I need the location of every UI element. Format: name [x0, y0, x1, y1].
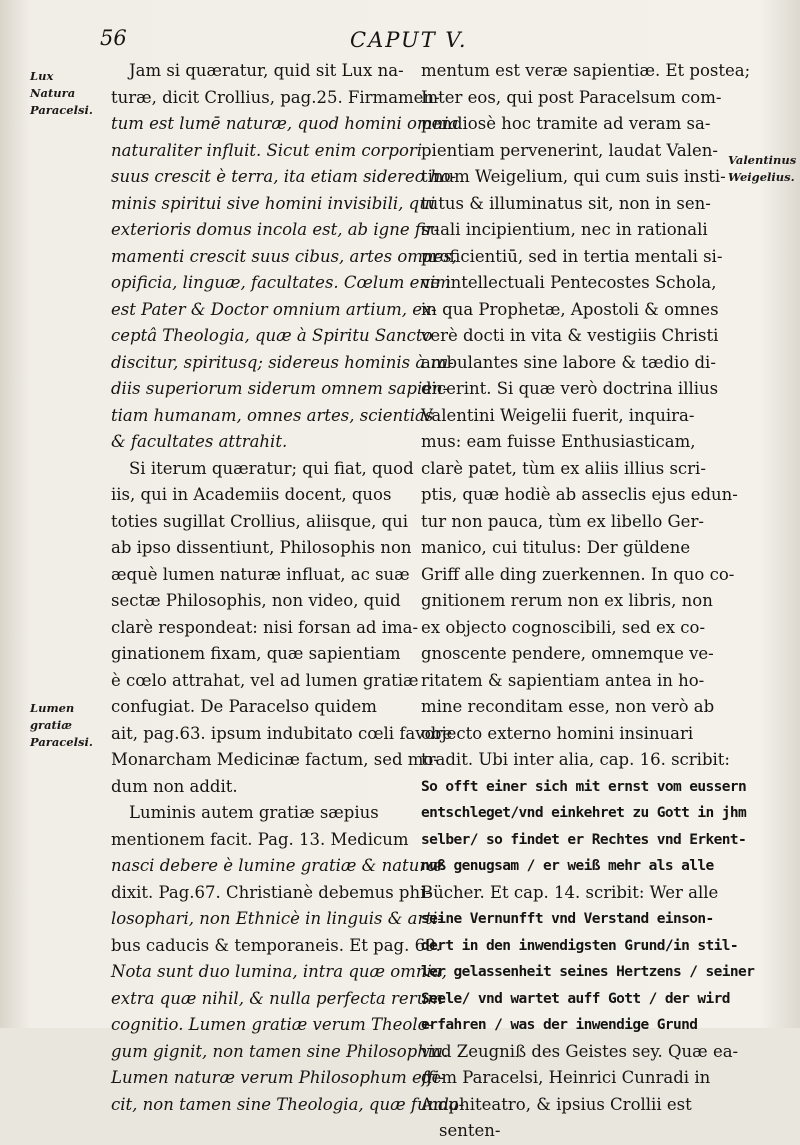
margin-note-lumen-gratiae: Lumen gratiæ Paracelsi. — [30, 701, 93, 749]
left-column-text-line: è cœlo attrahat, vel ad lumen gratiæ — [111, 670, 419, 690]
right-column-text-line: Inter eos, qui post Paracelsum com- — [421, 87, 722, 107]
left-column-text-line: cit, non tamen sine Theologia, quæ funda- — [111, 1094, 465, 1114]
left-column-text-line: Nota sunt duo lumina, intra quæ omnia, — [111, 962, 447, 981]
right-column-text-line: ritatem & sapientiam antea in ho- — [421, 670, 705, 690]
right-column-text-line: clarè patet, tùm ex aliis illius scri- — [421, 458, 706, 478]
right-column-text-line: ler gelassenheit seines Hertzens / seiner — [421, 964, 755, 980]
left-column-text-line: iis, qui in Academiis docent, quos — [111, 485, 392, 504]
running-head: CAPUT V. — [350, 28, 468, 52]
right-column-text-line: tradit. Ubi inter alia, cap. 16. scribit: — [421, 750, 730, 769]
left-column-text-line: dixit. Pag.67. Christianè debemus phi- — [111, 882, 431, 902]
right-column-text-line: ptis, quæ hodiè ab asseclis ejus edun- — [421, 485, 738, 504]
right-column-text-line: dicerint. Si quæ verò doctrina illius — [421, 379, 719, 398]
left-column-text-line: losophari, non Ethnicè in linguis & arti- — [111, 909, 443, 928]
right-column-text-line: dert in den inwendigsten Grund/in stil- — [421, 937, 739, 954]
right-column-text-line: gnitionem rerum non ex libris, non — [421, 591, 713, 610]
left-column-text-line: ginationem fixam, quæ sapientiam — [111, 644, 401, 663]
right-column-text-line: Seele/ vnd wartet auff Gott / der wird — [421, 990, 730, 1007]
left-column-text-line: est Pater & Doctor omnium artium, ex- — [111, 299, 437, 319]
right-column-text-line: ve intellectuali Pentecostes Schola, — [421, 273, 717, 292]
right-column-text-line: Valentini Weigelii fuerit, inquira- — [421, 405, 695, 425]
left-column-text-line: minis spiritui sive homini invisibili, qui — [111, 193, 436, 213]
left-column-text-line: Si iterum quæratur; qui fiat, quod — [129, 458, 414, 478]
right-text-column — [421, 58, 755, 1140]
left-column-text-line: ait, pag.63. ipsum indubitato cœli favore — [111, 723, 453, 743]
left-column-text-line: bus caducis & temporaneis. Et pag. 69. — [111, 935, 441, 955]
right-column-text-line: verè docti in vita & vestigiis Christi — [421, 326, 719, 345]
left-column-text-line: exterioris domus incola est, ab igne fir- — [111, 220, 440, 239]
right-column-text-line: Amphiteatro, & ipsius Crollii est — [421, 1094, 692, 1114]
left-column-text-line: gum gignit, non tamen sine Philosophia. — [111, 1041, 449, 1061]
left-column-text-line: mentionem facit. Pag. 13. Medicum — [111, 829, 409, 849]
left-column-text-line: tum est lumē naturæ, quod homini omnia — [111, 114, 459, 133]
right-column-text-line: tinum Weigelium, qui cum suis insti- — [421, 167, 726, 186]
right-column-text-line: manico, cui titulus: Der güldene — [421, 538, 691, 557]
right-column-text-line: tur non pauca, tùm ex libello Ger- — [421, 511, 704, 531]
margin-note-weigelius: Valentinus Weigelius. — [728, 153, 797, 184]
left-column-text-line: dum non addit. — [111, 776, 238, 796]
left-column-text-line: diis superiorum siderum omnem sapien- — [111, 379, 449, 398]
margin-note-lux-naturae: Lux Natura Paracelsi. — [30, 69, 93, 117]
left-column-text-line: cognitio. Lumen gratiæ verum Theolo- — [111, 1015, 434, 1034]
left-column-text-line: clarè respondeat: nisi forsan ad ima- — [111, 617, 419, 637]
left-column-text-line: discitur, spiritusq; sidereus hominis à ra- — [111, 352, 454, 372]
right-column-text-line: seine Vernunfft vnd Verstand einson- — [421, 911, 714, 927]
right-column-text-line: pendiosè hoc tramite ad veram sa- — [421, 114, 711, 133]
right-column-text-line: nuß genugsam / er weiß mehr als alle — [421, 858, 714, 874]
right-column-text-line: mentum est veræ sapientiæ. Et postea; — [421, 61, 751, 80]
left-column-text-line: naturaliter influit. Sicut enim corpori — [111, 140, 423, 160]
right-column-text-line: objecto externo homini insinuari — [421, 723, 694, 743]
right-column-text-line: in qua Prophetæ, Apostoli & omnes — [421, 299, 719, 319]
left-column-text-line: æquè lumen naturæ influat, ac suæ — [111, 564, 410, 584]
left-column-text-line: Jam si quæratur, quid sit Lux na- — [129, 61, 404, 80]
left-text-column — [111, 58, 465, 1114]
left-column-text-line: ceptâ Theologia, quæ à Spiritu Sancto — [111, 326, 433, 345]
left-column-text-line: ab ipso dissentiunt, Philosophis non — [111, 538, 412, 557]
right-column-text-line: suali incipientium, nec in rationali — [421, 220, 708, 239]
left-column-text-line: opificia, linguæ, facultates. Cœlum enim — [111, 273, 451, 292]
left-column-text-line: mamenti crescit suus cibus, artes omnes, — [111, 246, 458, 266]
left-column-text-line: & facultates attrahit. — [111, 432, 288, 451]
left-column-text-line: turæ, dicit Crollius, pag.25. Firmamen- — [111, 87, 440, 107]
right-column-text-line: proficientiū, sed in tertia mentali si- — [421, 246, 723, 266]
left-column-text-line: confugiat. De Paracelso quidem — [111, 697, 377, 716]
left-column-text-line: Monarcham Medicinæ factum, sed mo- — [111, 750, 439, 769]
left-column-text-line: extra quæ nihil, & nulla perfecta rerum — [111, 988, 443, 1008]
left-column-text-line: nasci debere è lumine gratiæ & naturæ — [111, 856, 443, 875]
right-column-text-line: pientiam pervenerint, laudat Valen- — [421, 140, 718, 160]
left-column-text-line: toties sugillat Crollius, aliisque, qui — [111, 511, 409, 531]
right-column-text-line: senten- — [439, 1121, 501, 1140]
right-column-text-line: Griff alle ding zuerkennen. In quo co- — [421, 564, 735, 584]
page-number: 56 — [100, 26, 127, 50]
right-column-text-line: tutus & illuminatus sit, non in sen- — [421, 193, 711, 213]
right-column-text-line: So offt einer sich mit ernst vom eussern — [421, 778, 747, 795]
right-column-text-line: selber/ so findet er Rechtes vnd Erkent- — [421, 831, 747, 848]
left-column-text-line: Lumen naturæ verum Philosophum effi- — [111, 1068, 445, 1087]
left-column-text-line: sectæ Philosophis, non video, quid — [111, 591, 401, 610]
right-column-text-line: mus: eam fuisse Enthusiasticam, — [421, 432, 696, 451]
right-column-text-line: dem Paracelsi, Heinrici Cunradi in — [421, 1068, 711, 1087]
right-column-text-line: vnd Zeugniß des Geistes sey. Quæ ea- — [421, 1041, 739, 1061]
left-column-text-line: tiam humanam, omnes artes, scientias — [111, 405, 434, 425]
right-column-text-line: ambulantes sine labore & tædio di- — [421, 352, 716, 372]
right-column-text-line: erfahren / was der inwendige Grund — [421, 1017, 698, 1033]
right-column-text-line: entschleget/vnd einkehret zu Gott in jhm — [421, 805, 747, 821]
right-column-text-line: gnoscente pendere, omnemque ve- — [421, 644, 714, 663]
page-header — [0, 24, 800, 54]
right-column-text-line: mine reconditam esse, non verò ab — [421, 697, 715, 716]
right-column-text-line: Bücher. Et cap. 14. scribit: Wer alle — [421, 882, 719, 902]
left-column-text-line: Luminis autem gratiæ sæpius — [129, 803, 379, 822]
right-column-text-line: ex objecto cognoscibili, sed ex co- — [421, 617, 706, 637]
left-column-text-line: suus crescit è terra, ita etiam sidereo ho- — [111, 167, 457, 186]
